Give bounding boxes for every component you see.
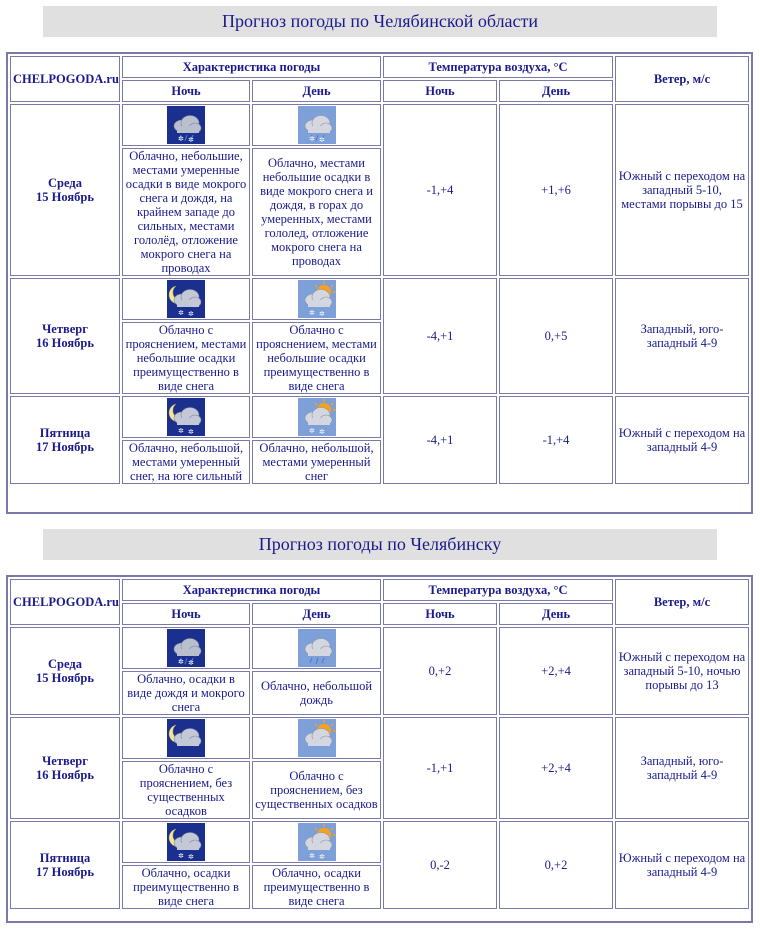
night-weather-cell <box>122 717 250 759</box>
sun-cloud-snow-icon <box>298 398 336 436</box>
temp-day: +2,+4 <box>499 627 613 715</box>
table-row <box>10 396 749 438</box>
night-description: Облачно, небольшой, местами умеренный снег, на юге сильный <box>122 440 250 484</box>
date: 15 Ноябрь <box>36 671 94 685</box>
table-row <box>10 278 749 320</box>
sun-cloud-snow-icon <box>298 823 336 861</box>
date: 17 Ноябрь <box>36 440 94 454</box>
night-weather-cell <box>122 821 250 863</box>
temp-day: 0,+5 <box>499 278 613 394</box>
temp-night: -4,+1 <box>383 278 497 394</box>
city-forecast-title: Прогноз погоды по Челябинску <box>43 529 717 560</box>
wind-header: Ветер, м/с <box>615 579 749 625</box>
region-forecast-title: Прогноз погоды по Челябинской области <box>43 6 717 37</box>
svg-text:✲: ✲ <box>308 309 315 317</box>
wind: Южный с переходом на западный 5-10, ночью порывы до 13 <box>615 627 749 715</box>
sun-cloud-icon <box>298 719 336 757</box>
temp-night: -1,+1 <box>383 717 497 819</box>
day-weather-cell <box>252 627 381 669</box>
table-row <box>10 627 749 669</box>
weekday: Четверг <box>42 322 88 336</box>
date: 16 Ноябрь <box>36 336 94 350</box>
temp-night-header: Ночь <box>383 603 497 625</box>
city-forecast-table <box>6 575 753 923</box>
temp-day: -1,+4 <box>499 396 613 484</box>
svg-text:✲: ✲ <box>318 136 325 144</box>
day-cell <box>10 627 120 715</box>
day-cell <box>10 278 120 394</box>
night-description: Облачно, осадки преимущественно в виде снега <box>122 865 250 909</box>
svg-text:✲: ✲ <box>308 135 315 143</box>
temp-day: +1,+6 <box>499 104 613 276</box>
temp-day-header: День <box>499 603 613 625</box>
day-weather-cell <box>252 278 381 320</box>
night-weather-cell <box>122 278 250 320</box>
temp-night: -4,+1 <box>383 396 497 484</box>
day-cell <box>10 717 120 819</box>
sun-cloud-snow-icon <box>298 280 336 318</box>
weekday: Пятница <box>39 851 91 865</box>
svg-text:✲: ✲ <box>188 136 194 144</box>
svg-text:✲: ✲ <box>318 853 325 861</box>
wind: Западный, юго-западный 4-9 <box>615 717 749 819</box>
day-weather-cell <box>252 717 381 759</box>
site-name: CHELPOGODA.ru <box>10 56 120 102</box>
day-description: Облачно, осадки преимущественно в виде снега <box>252 865 381 909</box>
moon-cloud-icon <box>167 719 205 757</box>
night-header: Ночь <box>122 80 250 102</box>
wind: Южный с переходом на западный 4-9 <box>615 396 749 484</box>
wind: Западный, юго-западный 4-9 <box>615 278 749 394</box>
svg-text:✲: ✲ <box>178 852 184 860</box>
moon-cloud-snow-icon <box>167 280 205 318</box>
date: 15 Ноябрь <box>36 190 94 204</box>
svg-text:✲: ✲ <box>318 428 325 436</box>
svg-text:✲: ✲ <box>188 853 194 861</box>
moon-cloud-snow-icon <box>167 823 205 861</box>
day-weather-cell <box>252 396 381 438</box>
day-cell <box>10 821 120 909</box>
temp-day-header: День <box>499 80 613 102</box>
svg-text:✲: ✲ <box>178 427 184 435</box>
weekday: Пятница <box>39 426 91 440</box>
day-weather-cell <box>252 821 381 863</box>
day-cloud-rain-icon <box>298 629 336 667</box>
night-weather-cell <box>122 627 250 669</box>
night-cloud-rain-snow-icon <box>167 629 205 667</box>
day-header: День <box>252 603 381 625</box>
day-description: Облачно, небольшой дождь <box>252 671 381 715</box>
night-description: Облачно, небольшие, местами умеренные осадки в виде мокрого снега и дождя, на крайнем западе до сильных, местами гололёд, отложение мокрого снега на проводах <box>122 148 250 276</box>
temp-night-header: Ночь <box>383 80 497 102</box>
date: 16 Ноябрь <box>36 768 94 782</box>
day-cell <box>10 104 120 276</box>
wind: Южный с переходом на западный 5-10, местами порывы до 15 <box>615 104 749 276</box>
svg-text:✲: ✲ <box>178 658 184 666</box>
night-description: Облачно, осадки в виде дождя и мокрого снега <box>122 671 250 715</box>
date: 17 Ноябрь <box>36 865 94 879</box>
day-header: День <box>252 80 381 102</box>
night-weather-cell <box>122 104 250 146</box>
temp-night: 0,-2 <box>383 821 497 909</box>
temperature-header: Температура воздуха, °C <box>383 56 613 78</box>
weekday: Среда <box>48 657 82 671</box>
day-description: Облачно с прояснением, без существенных осадков <box>252 761 381 819</box>
temp-night: 0,+2 <box>383 627 497 715</box>
day-cloud-rain-snow-icon <box>298 106 336 144</box>
night-cloud-rain-snow-icon <box>167 106 205 144</box>
night-description: Облачно с прояснением, местами небольшие осадки преимущественно в виде снега <box>122 322 250 394</box>
wind-header: Ветер, м/с <box>615 56 749 102</box>
temp-day: 0,+2 <box>499 821 613 909</box>
temperature-header: Температура воздуха, °C <box>383 579 613 601</box>
svg-text:✲: ✲ <box>188 310 194 318</box>
temp-day: +2,+4 <box>499 717 613 819</box>
weekday: Четверг <box>42 754 88 768</box>
day-description: Облачно, местами небольшие осадки в виде мокрого снега и дождя, в горах до умеренных, местами гололед, отложение мокрого снега на проводах <box>252 148 381 276</box>
svg-text:✲: ✲ <box>188 428 194 436</box>
svg-text:✲: ✲ <box>318 310 325 318</box>
night-header: Ночь <box>122 603 250 625</box>
table-row <box>10 717 749 759</box>
wind: Южный с переходом на западный 4-9 <box>615 821 749 909</box>
day-description: Облачно с прояснением, местами небольшие осадки преимущественно в виде снега <box>252 322 381 394</box>
characteristics-header: Характеристика погоды <box>122 56 381 78</box>
day-description: Облачно, небольшой, местами умеренный снег <box>252 440 381 484</box>
svg-text:✲: ✲ <box>188 659 194 667</box>
characteristics-header: Характеристика погоды <box>122 579 381 601</box>
svg-text:✲: ✲ <box>308 427 315 435</box>
night-weather-cell <box>122 396 250 438</box>
region-forecast-table <box>6 52 753 514</box>
table-row <box>10 104 749 146</box>
svg-text:✲: ✲ <box>308 852 315 860</box>
day-weather-cell <box>252 104 381 146</box>
site-name: CHELPOGODA.ru <box>10 579 120 625</box>
table-row <box>10 821 749 863</box>
moon-cloud-snow-icon <box>167 398 205 436</box>
weekday: Среда <box>48 176 82 190</box>
svg-text:✲: ✲ <box>178 309 184 317</box>
night-description: Облачно с прояснением, без существенных осадков <box>122 761 250 819</box>
svg-text:✲: ✲ <box>178 135 184 143</box>
temp-night: -1,+4 <box>383 104 497 276</box>
day-cell <box>10 396 120 484</box>
